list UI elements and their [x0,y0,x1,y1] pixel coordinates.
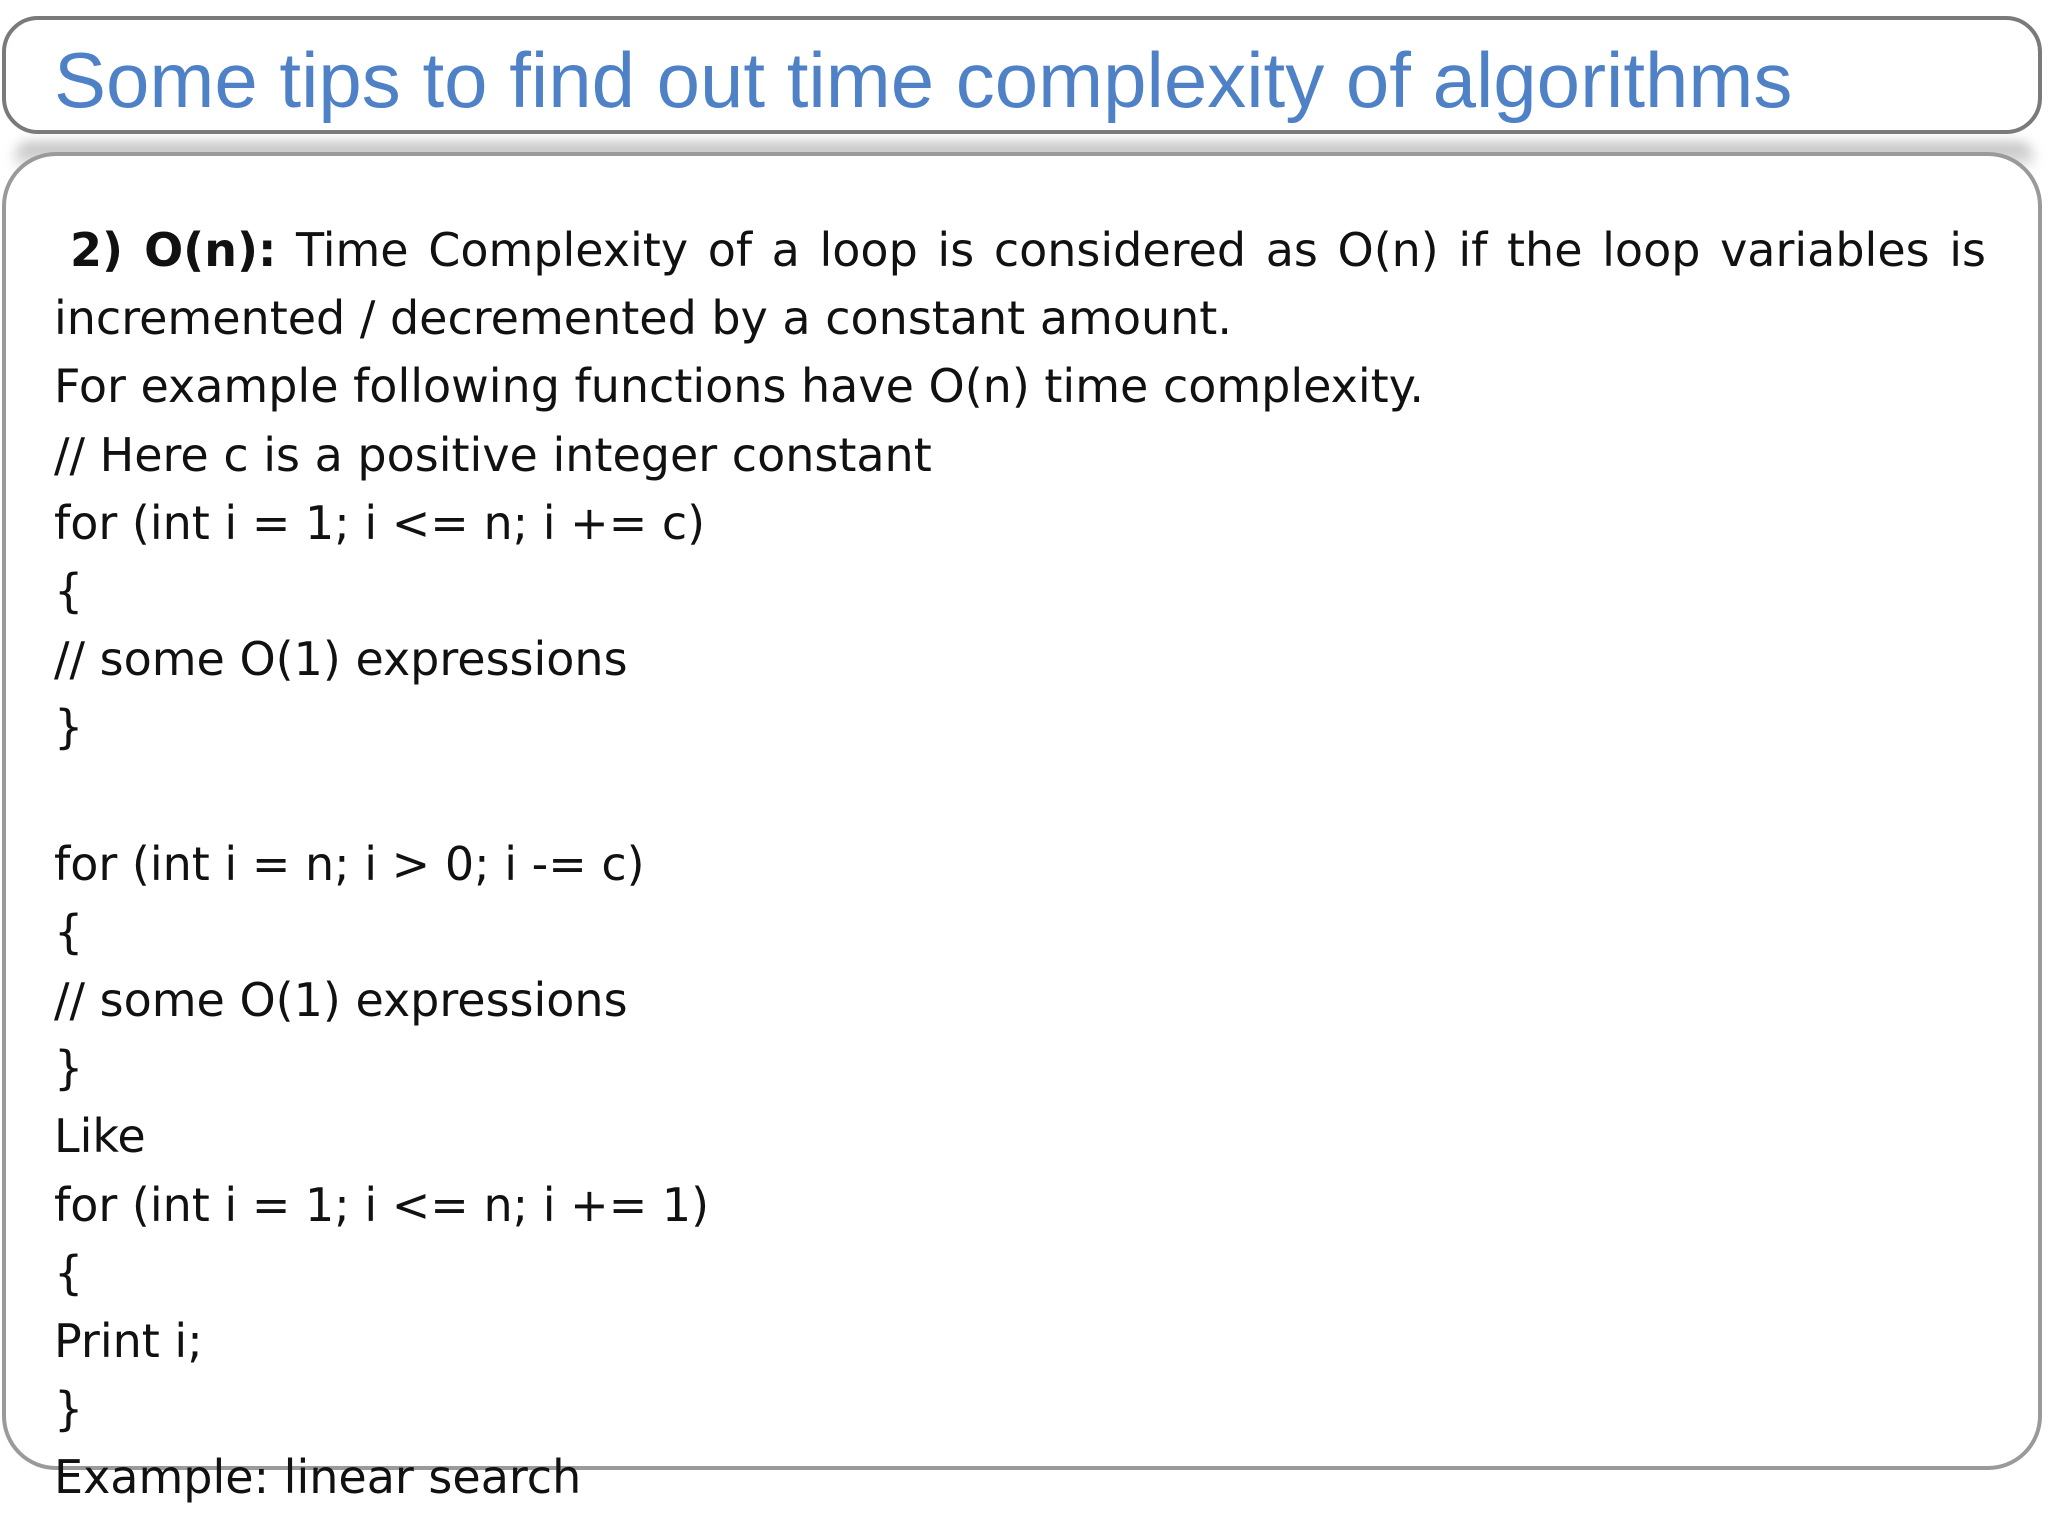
code-line: } [54,1382,84,1437]
code-line: } [54,700,84,755]
code-line: { [54,904,84,959]
blank-line [54,762,1986,830]
intro-lead: 2) O(n): [70,223,277,277]
body-line: Example: linear search [54,1450,582,1505]
code-line: for (int i = 1; i <= n; i += 1) [54,1177,710,1232]
code-line: // some O(1) expressions [54,632,628,687]
body-line: For example following functions have O(n) time complexity. [54,359,1424,414]
slide-title: Some tips to find out time complexity of algorithms [54,36,1793,124]
code-line: Print i; [54,1314,203,1369]
code-line: // some O(1) expressions [54,973,628,1028]
body-line: Like [54,1109,146,1164]
body-line: // Here c is a positive integer constant [54,427,932,482]
intro-paragraph [54,216,1986,352]
code-line: { [54,1245,84,1300]
code-line: } [54,1041,84,1096]
intro-text: Time Complexity of a loop is considered as O(n) if the loop variables is incremented / decremented by a constant amount. [54,223,1986,346]
code-line: for (int i = n; i > 0; i -= c) [54,836,645,891]
code-line: for (int i = 1; i <= n; i += c) [54,495,706,550]
code-line: { [54,563,84,618]
slide-body [54,216,1986,1512]
